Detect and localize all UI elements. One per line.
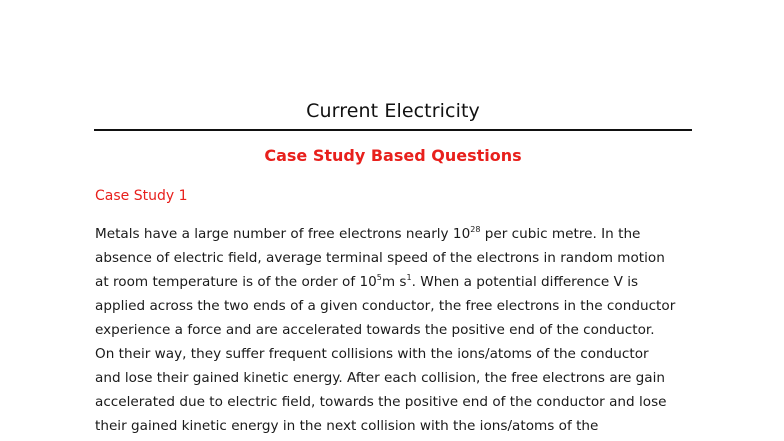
paragraph-line: and lose their gained kinetic energy. After each collision, the free electrons are gain bbox=[95, 370, 665, 386]
exponent: 1 bbox=[406, 273, 412, 282]
line-text: at room temperature is of the order of 10 bbox=[95, 274, 377, 290]
paragraph-line bbox=[95, 270, 695, 294]
paragraph-line: their gained kinetic energy in the next collision with the ions/atoms of the bbox=[95, 418, 599, 434]
paragraph-line: accelerated due to electric field, towards the positive end of the conductor and lose bbox=[95, 394, 667, 410]
line-text: m s bbox=[381, 274, 407, 290]
exponent: 5 bbox=[376, 273, 382, 282]
paragraph-line: experience a force and are accelerated towards the positive end of the conductor. bbox=[95, 322, 655, 338]
line-text: per cubic metre. In the bbox=[480, 226, 641, 242]
case-study-heading: Case Study 1 bbox=[95, 188, 188, 204]
paragraph-line bbox=[95, 222, 695, 246]
section-heading: Case Study Based Questions bbox=[264, 146, 522, 165]
paragraph-line: applied across the two ends of a given conductor, the free electrons in the conductor bbox=[95, 298, 676, 314]
document-title: Current Electricity bbox=[306, 100, 480, 122]
paragraph-line: On their way, they suffer frequent collisions with the ions/atoms of the conductor bbox=[95, 346, 649, 362]
paragraph-line: absence of electric field, average terminal speed of the electrons in random motion bbox=[95, 250, 665, 266]
line-text: Metals have a large number of free electrons nearly 10 bbox=[95, 226, 471, 242]
case-study-paragraph bbox=[95, 222, 695, 438]
line-text: . When a potential difference V is bbox=[411, 274, 639, 290]
exponent: 28 bbox=[470, 225, 481, 234]
title-underline bbox=[94, 129, 692, 131]
